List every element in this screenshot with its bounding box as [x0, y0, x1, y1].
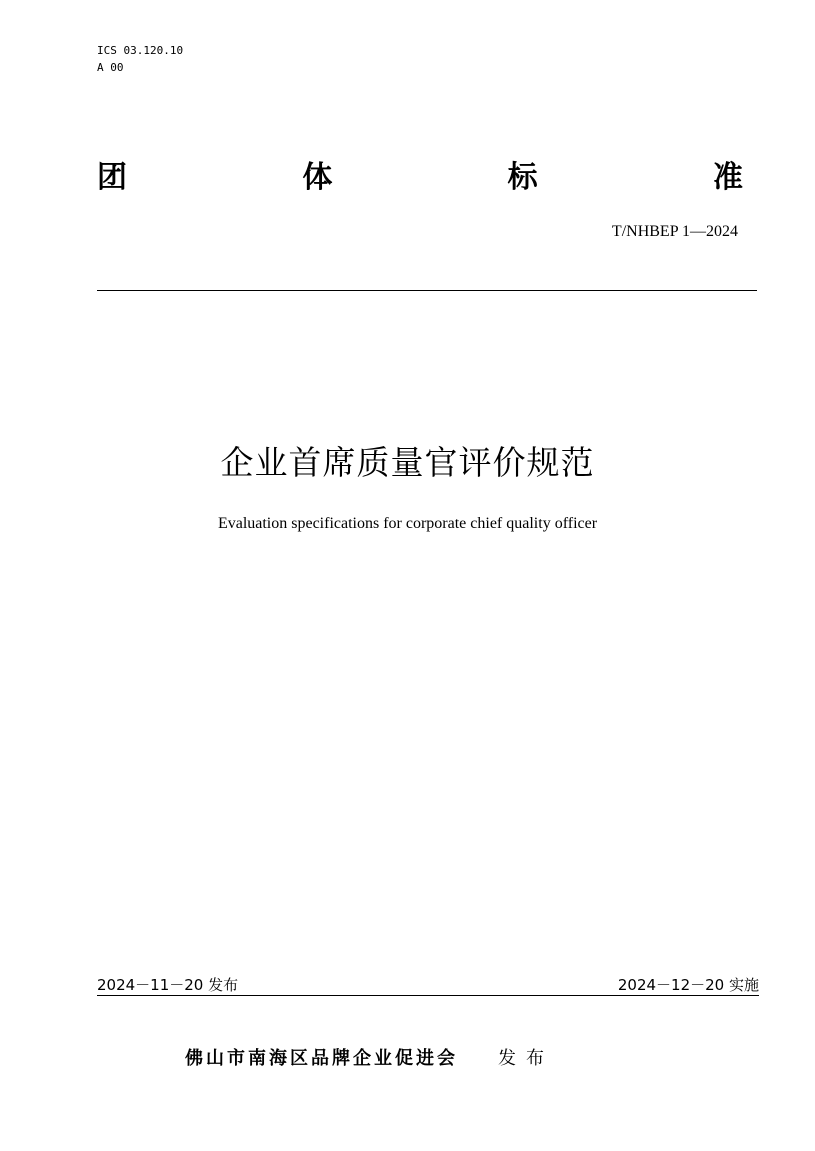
header-divider: [97, 290, 757, 291]
publish-label: 发布: [498, 1048, 554, 1069]
standard-type-char-3: 标: [507, 160, 538, 195]
ccs-code: A 00: [97, 61, 124, 74]
classification-codes: [97, 42, 183, 76]
standard-number: T/NHBEP 1—2024: [611, 223, 738, 240]
footer-divider: [97, 995, 759, 996]
standard-type-heading: [97, 160, 743, 196]
ics-code: ICS 03.120.10: [97, 44, 184, 57]
standard-type-char-4: 准: [712, 160, 743, 195]
publisher-name: 佛山市南海区品牌企业促进会: [185, 1048, 458, 1069]
document-title-chinese: 企业首席质量官评价规范: [220, 443, 595, 482]
date-row: [97, 976, 759, 994]
effective-date: 2024－12－20 实施: [617, 976, 759, 994]
standard-type-char-2: 体: [302, 160, 333, 195]
publish-date: 2024－11－20 发布: [97, 976, 239, 994]
standard-type-char-1: 团: [97, 160, 127, 195]
document-title-english: Evaluation specifications for corporate chief quality officer: [217, 515, 598, 532]
publisher-line: [185, 1047, 554, 1071]
